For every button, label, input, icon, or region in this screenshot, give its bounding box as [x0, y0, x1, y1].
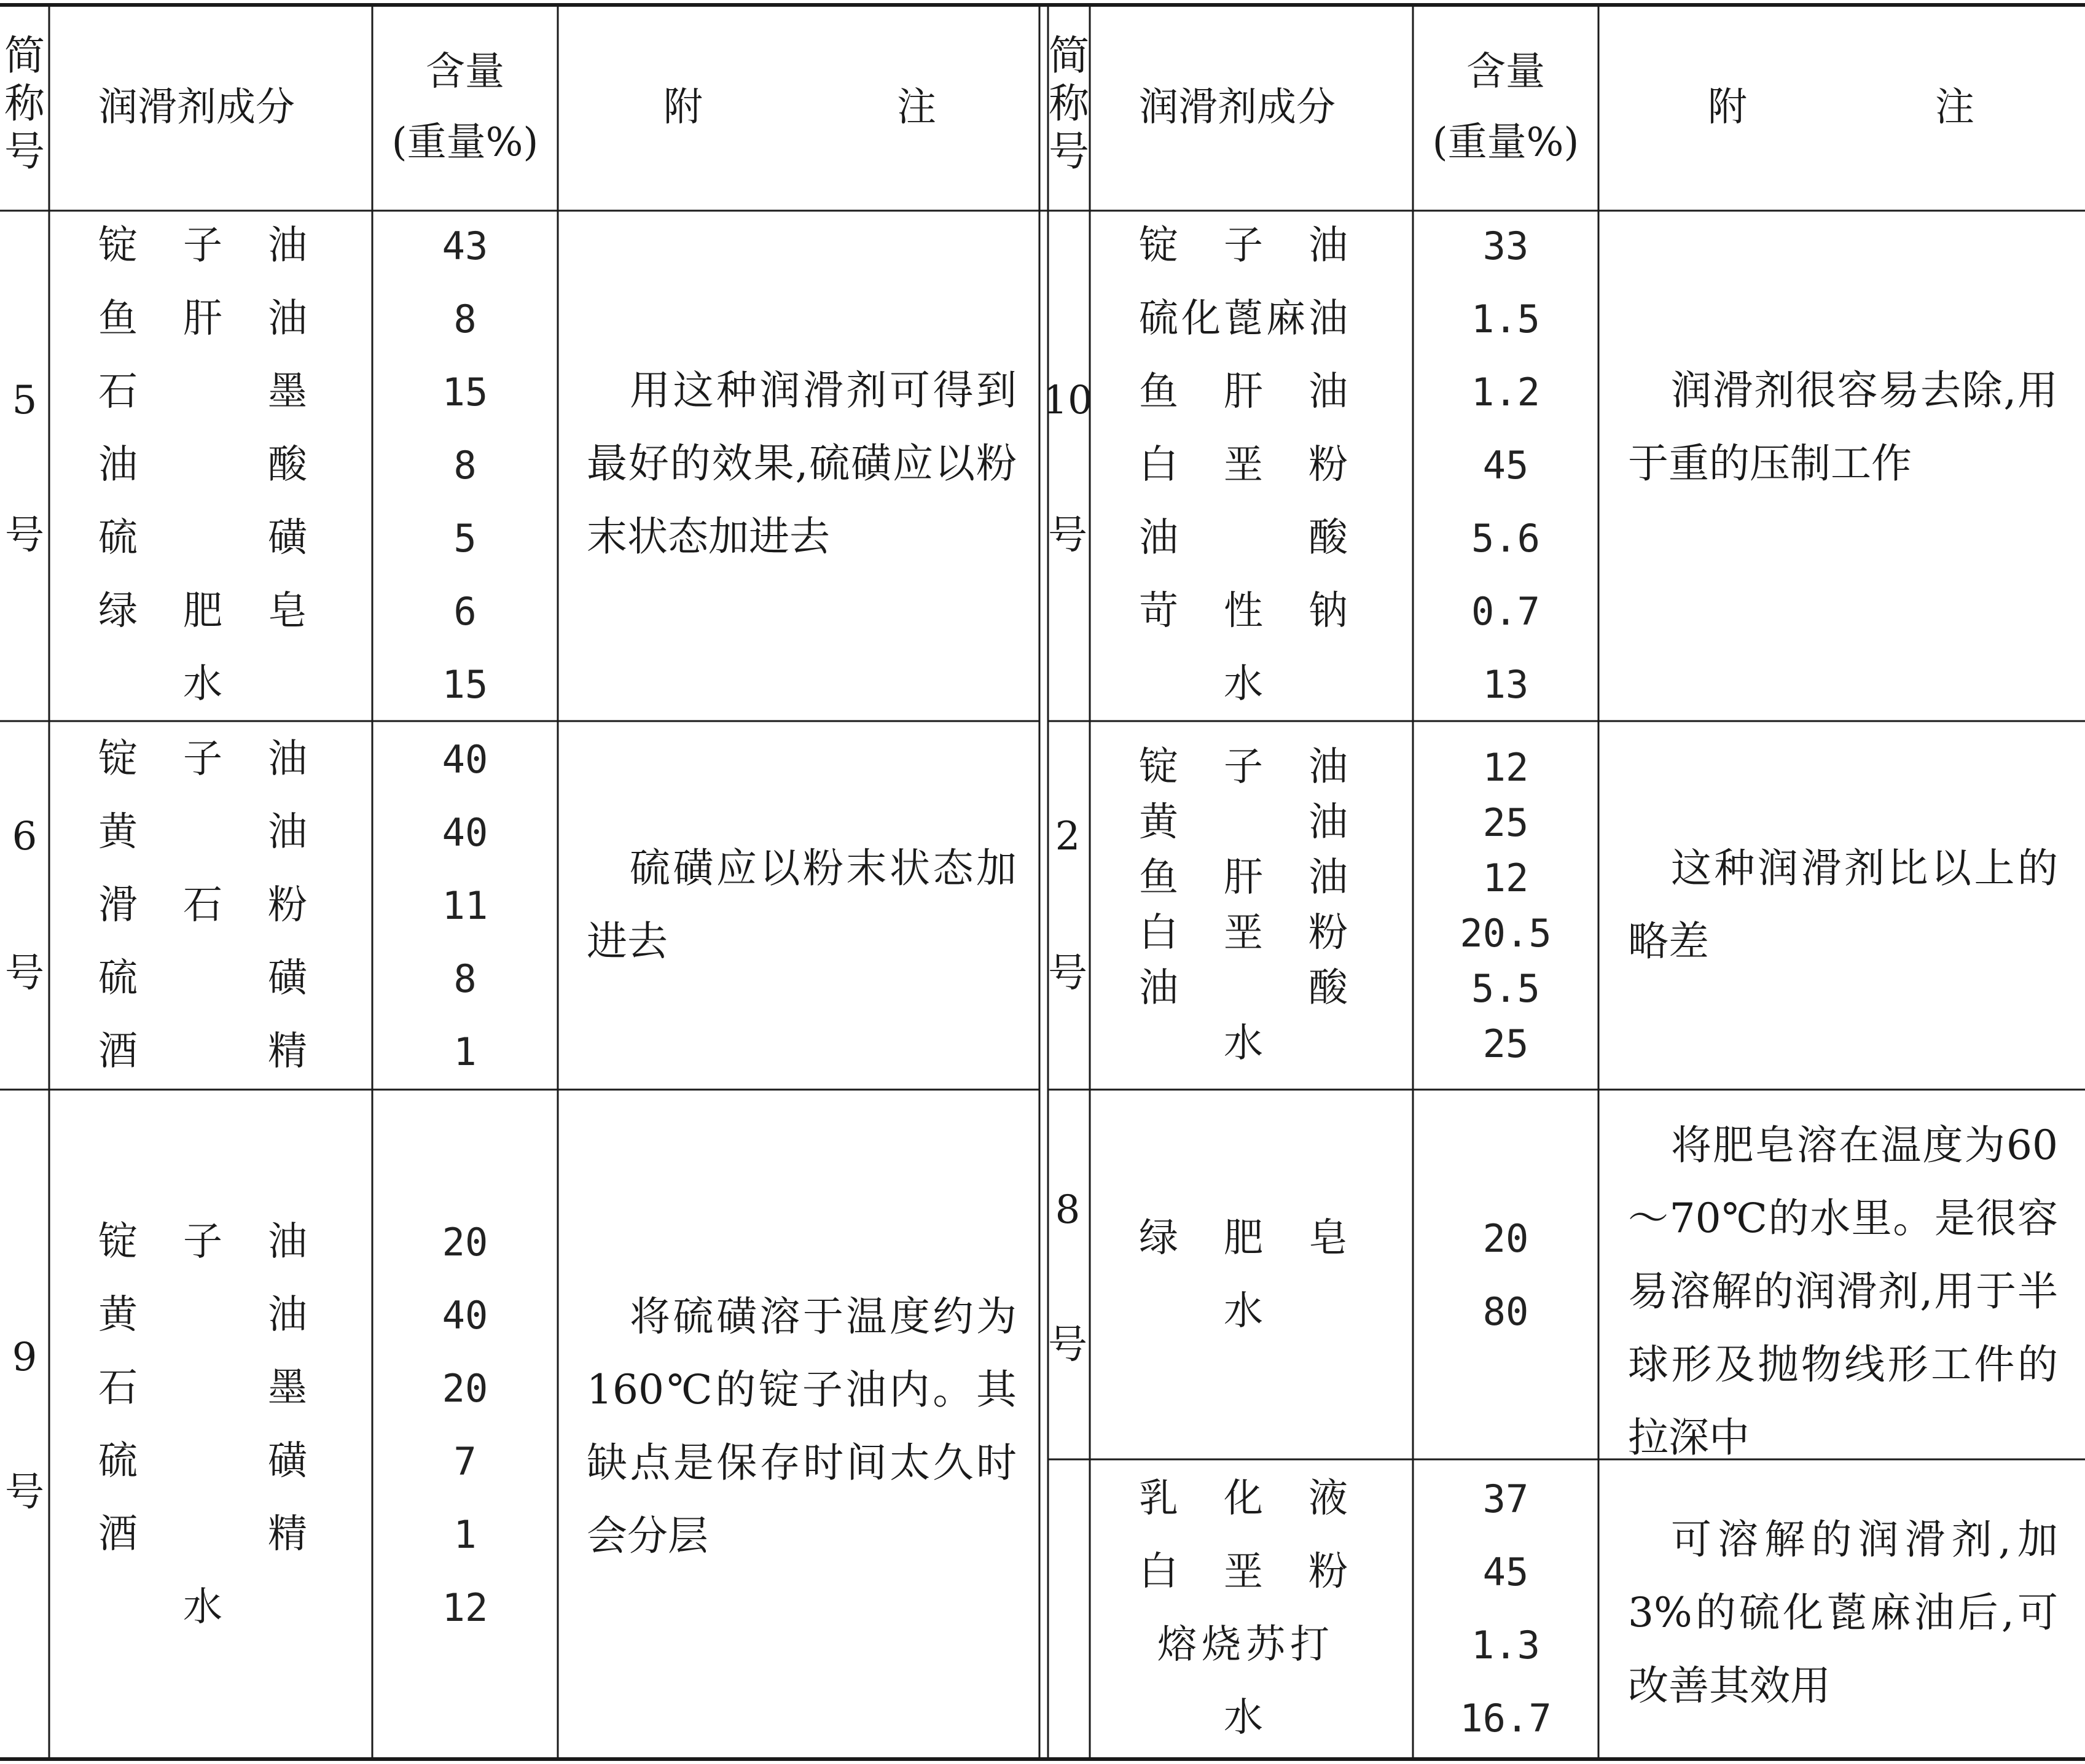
header-content-right-l2: (重量%) [1432, 120, 1579, 165]
header-note-left-a: 附 [663, 85, 703, 130]
header-note-right-b: 注 [1935, 85, 1974, 130]
ingredient-name: 锭 子 油 [1139, 744, 1348, 790]
ingredient-name: 黄 油 [98, 810, 307, 855]
ingredient-weight: 25 [1482, 1021, 1529, 1066]
ingredient-name: 硫 磺 [98, 515, 307, 561]
ingredient-weight: 8 [453, 297, 477, 341]
row6-note: 硫磺应以粉末状态加进去 [587, 845, 1017, 965]
ingredient-weight: 1 [453, 1512, 477, 1557]
ingredient-name: 水 [183, 1585, 222, 1630]
ingredient-name: 鱼 肝 油 [1139, 855, 1348, 900]
ingredient-weight: 20 [1482, 1216, 1529, 1261]
row8-code-suffix: 号 [1048, 1322, 1087, 1368]
row5-note: 用这种润滑剂可得到最好的效果,硫磺应以粉末状态加进去 [587, 367, 1017, 560]
ingredient-name: 苛 性 钠 [1139, 588, 1348, 634]
ingredient-name: 锭 子 油 [1139, 223, 1348, 268]
rowx-note: 可溶解的润滑剂,加 3%的硫化蓖麻油后,可改善其效用 [1628, 1516, 2058, 1709]
ingredient-weight: 1.2 [1471, 370, 1540, 415]
ingredient-weight: 13 [1482, 662, 1529, 707]
row5-code-num: 5 [12, 378, 37, 423]
row10-code-num: 10 [1042, 378, 1093, 423]
row5-code-suffix: 号 [5, 513, 44, 558]
header-content-left-l1: 含量 [426, 49, 504, 95]
ingredient-name: 锭 子 油 [98, 1219, 307, 1265]
ingredient-name: 鱼 肝 油 [98, 296, 307, 341]
ingredient-weight: 37 [1482, 1477, 1529, 1521]
ingredient-name: 白 垩 粉 [1139, 442, 1348, 488]
ingredient-name: 绿 肥 皂 [98, 588, 307, 634]
ingredient-name: 硫 磺 [98, 956, 307, 1001]
ingredient-name: 锭 子 油 [98, 736, 307, 782]
ingredient-name: 石 墨 [98, 1365, 307, 1411]
header-note-right-a: 附 [1708, 85, 1747, 130]
ingredient-name: 乳 化 液 [1139, 1476, 1348, 1521]
ingredient-name: 锭 子 油 [98, 223, 307, 268]
row6-code-suffix: 号 [5, 951, 44, 996]
ingredient-weight: 1 [453, 1029, 477, 1074]
ingredient-weight: 43 [442, 224, 488, 268]
ingredient-weight: 20 [442, 1220, 488, 1265]
ingredient-name: 水 [183, 662, 222, 707]
ingredient-name: 水 [1224, 1289, 1263, 1334]
ingredient-weight: 11 [442, 883, 488, 928]
ingredient-weight: 5 [453, 516, 477, 561]
ingredient-weight: 45 [1482, 1550, 1529, 1594]
row8-note: 将肥皂溶在温度为60～70℃的水里。是很容易溶解的润滑剂,用于半球形及抛物线形工件的拉深中 [1628, 1122, 2058, 1461]
ingredient-weight: 40 [442, 1293, 488, 1338]
ingredient-weight: 7 [453, 1439, 477, 1484]
ingredient-weight: 12 [1482, 745, 1529, 790]
row9-note: 将硫磺溶于温度约为 160℃的锭子油内。其缺点是保存时间太久时会分层 [587, 1293, 1017, 1559]
row10-code-suffix: 号 [1048, 513, 1087, 558]
ingredient-name: 酒 精 [98, 1029, 307, 1074]
ingredient-weight: 5.5 [1471, 966, 1540, 1011]
ingredient-name: 硫 磺 [98, 1438, 307, 1484]
ingredient-weight: 12 [442, 1585, 488, 1630]
ingredient-name: 石 墨 [98, 369, 307, 415]
row2-code-suffix: 号 [1048, 951, 1087, 996]
ingredient-weight: 16.7 [1460, 1696, 1552, 1741]
ingredient-name: 熔 烧 苏 打 [1157, 1622, 1329, 1668]
ingredient-name: 酒 精 [98, 1512, 307, 1557]
header-content-left-l2: (重量%) [391, 120, 539, 165]
ingredient-weight: 8 [453, 443, 477, 488]
ingredient-name: 黄 油 [98, 1292, 307, 1338]
header-code-right: 简称号 [1049, 32, 1089, 175]
ingredient-name: 水 [1224, 1021, 1263, 1066]
ingredient-name: 油 酸 [1139, 515, 1348, 561]
ingredient-weight: 1.5 [1471, 297, 1540, 341]
ingredient-name: 白 垩 粉 [1139, 1549, 1348, 1594]
ingredient-name: 滑 石 粉 [98, 883, 307, 928]
ingredient-weight: 80 [1482, 1289, 1529, 1334]
row6-code-num: 6 [12, 814, 37, 859]
ingredient-name: 绿 肥 皂 [1139, 1216, 1348, 1261]
row2-code-num: 2 [1055, 814, 1081, 859]
ingredient-weight: 8 [453, 956, 477, 1001]
row2-note: 这种润滑剂比以上的略差 [1628, 845, 2058, 965]
ingredient-name: 油 酸 [1139, 966, 1348, 1011]
ingredient-weight: 33 [1482, 224, 1529, 268]
row8-code-num: 8 [1055, 1187, 1081, 1233]
ingredient-weight: 0.7 [1471, 589, 1540, 634]
ingredient-weight: 15 [442, 662, 488, 707]
ingredient-weight: 25 [1482, 800, 1529, 845]
ingredient-weight: 1.3 [1471, 1623, 1540, 1668]
row9-code-suffix: 号 [5, 1470, 44, 1515]
ingredient-name: 鱼 肝 油 [1139, 369, 1348, 415]
ingredient-weight: 15 [442, 370, 488, 415]
ingredient-weight: 12 [1482, 856, 1529, 900]
ingredient-weight: 20 [442, 1366, 488, 1411]
header-code-left: 简称号 [4, 32, 45, 175]
header-content-right-l1: 含量 [1466, 49, 1545, 95]
ingredient-name: 油 酸 [98, 442, 307, 488]
ingredient-name: 水 [1224, 1695, 1263, 1741]
ingredient-weight: 40 [442, 737, 488, 782]
ingredient-weight: 45 [1482, 443, 1529, 488]
ingredient-name: 黄 油 [1139, 800, 1348, 845]
ingredient-name: 白 垩 粉 [1139, 910, 1348, 956]
ingredient-name: 硫 化 蓖 麻 油 [1139, 296, 1348, 341]
ingredient-weight: 40 [442, 810, 488, 855]
ingredient-weight: 5.6 [1471, 516, 1540, 561]
ingredient-weight: 20.5 [1460, 911, 1552, 956]
ingredient-name: 水 [1224, 662, 1263, 707]
row9-code-num: 9 [12, 1335, 37, 1380]
row10-note: 润滑剂很容易去除,用于重的压制工作 [1628, 367, 2058, 487]
header-note-left-b: 注 [897, 85, 936, 130]
header-ingredients-right: 润滑剂成分 [1139, 85, 1336, 130]
header-ingredients-left: 润滑剂成分 [98, 85, 295, 130]
ingredient-weight: 6 [453, 589, 477, 634]
